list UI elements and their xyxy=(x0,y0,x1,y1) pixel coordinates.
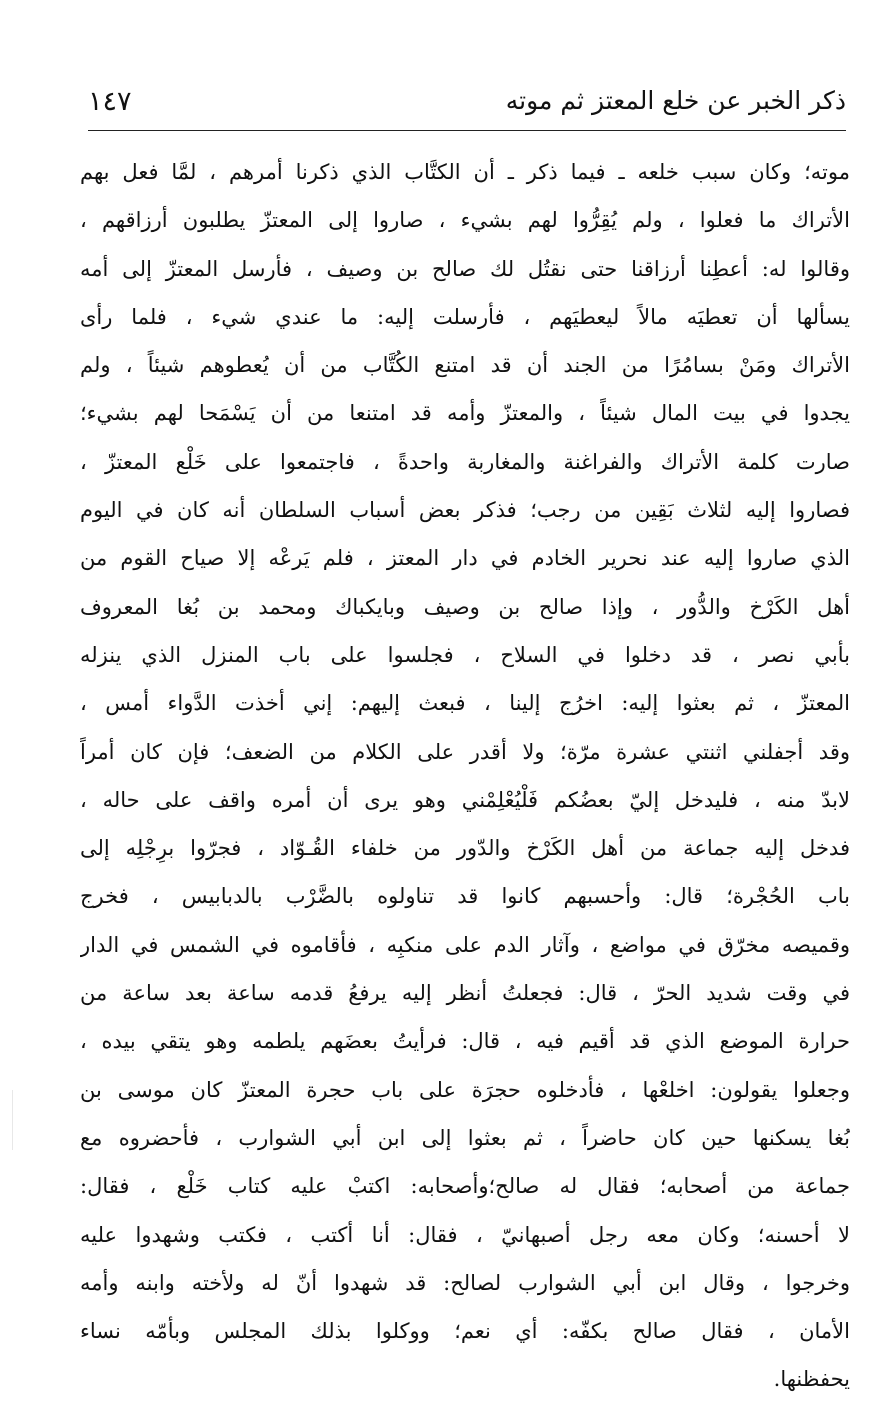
text-line: باب الحُجْرة؛ قال: وأحسبهم كانوا قد تناولوه بالضَّرْب بالدبابيس ، فخرج xyxy=(80,884,850,909)
page-number: ١٤٧ xyxy=(88,86,132,117)
text-line: موته؛ وكان سبب خلعه ـ فيما ذكر ـ أن الكتَّاب الذي ذكرنا أمرهم ، لمَّا فعل بهم xyxy=(80,160,850,184)
text-line: وقد أجفلني اثنتي عشرة مرّة؛ ولا أقدر على الكلام من الضعف؛ فإن كان أمراً xyxy=(80,739,850,764)
text-line: يجدوا في بيت المال شيئاً ، والمعتزّ وأمه قد امتنعا من أن يَسْمَحا لهم بشيء؛ xyxy=(80,401,850,426)
text-line: الأمان ، فقال صالح بكفّه: أي نعم؛ ووكلوا بذلك المجلس وبأمّه نساء xyxy=(80,1319,850,1344)
text-line: صارت كلمة الأتراك والفراغنة والمغاربة واحدةً ، فاجتمعوا على خَلْع المعتزّ ، xyxy=(80,449,850,474)
text-line: فصاروا إليه لثلاث بَقِين من رجب؛ فذكر بعض أسباب السلطان أنه كان في اليوم xyxy=(80,498,850,523)
text-line: وجعلوا يقولون: اخلعْها ، فأدخلوه حجرَة على باب حجرة المعتزّ كان موسى بن xyxy=(80,1077,850,1102)
text-line: وقميصه مخرّق في مواضع ، وآثار الدم على منكبِه ، فأقاموه في الشمس في الدار xyxy=(80,932,850,957)
text-line: أهل الكَرْخ والدُّور ، وإذا صالح بن وصيف وبايكباك ومحمد بن بُغا المعروف xyxy=(80,594,850,619)
text-line: يسألها أن تعطيَه مالاً ليعطيَهم ، فأرسلت إليه: ما عندي شيء ، فلما رأى xyxy=(80,304,850,329)
header-rule xyxy=(88,130,846,131)
text-line: الذي صاروا إليه عند نحرير الخادم في دار المعتز ، فلم يَرعْه إلا صياح القوم من xyxy=(80,546,850,571)
body-text xyxy=(80,148,850,1404)
text-line: بُغا يسكنها حين كان حاضراً ، ثم بعثوا إلى ابن أبي الشوارب ، فأحضروه مع xyxy=(80,1125,850,1150)
text-line: لابدّ منه ، فليدخل إليّ بعضُكم فَلْيُعْلِمْني وهو يرى أن أمره واقف على حاله ، xyxy=(80,787,850,812)
text-line-last: يحفظنها. xyxy=(773,1367,850,1392)
running-title: ذكر الخبر عن خلع المعتز ثم موته xyxy=(505,86,846,115)
text-line: في وقت شديد الحرّ ، قال: فجعلتُ أنظر إليه يرفعُ قدمه ساعة بعد ساعة من xyxy=(80,981,850,1006)
text-line: فدخل إليه جماعة من أهل الكَرْخ والدّور من خلفاء القُـوّاد ، فجرّوا برِجْلِه إلى xyxy=(80,836,850,861)
text-line: بأبي نصر ، قد دخلوا في السلاح ، فجلسوا على باب المنزل الذي ينزله xyxy=(80,642,850,667)
text-line: الأتراك ما فعلوا ، ولم يُقِرُّوا لهم بشيء ، صاروا إلى المعتزّ يطلبون أرزاقهم ، xyxy=(80,208,850,233)
text-line: جماعة من أصحابه؛ فقال له صالح؛وأصحابه: اكتبْ عليه كتاب خَلْع ، فقال: xyxy=(80,1174,850,1199)
text-line: وخرجوا ، وقال ابن أبي الشوارب لصالح: قد شهدوا أنّ له ولأخته وابنه وأمه xyxy=(80,1270,850,1295)
text-line: حرارة الموضع الذي قد أقيم فيه ، قال: فرأيتُ بعضَهم يلطمه وهو يتقي بيده ، xyxy=(80,1029,850,1054)
text-line: الأتراك ومَنْ بسامُرًا من الجند أن قد امتنع الكُتَّاب من أن يُعطوهم شيئاً ، ولم xyxy=(80,353,850,378)
text-line: وقالوا له: أعطِنا أرزاقنا حتى نقتُل لك صالح بن وصيف ، فأرسل المعتزّ إلى أمه xyxy=(80,256,850,281)
text-line: لا أحسنه؛ وكان معه رجل أصبهانيّ ، فقال: أنا أكتب ، فكتب وشهدوا عليه xyxy=(80,1222,850,1247)
page-header xyxy=(88,82,846,130)
text-line: المعتزّ ، ثم بعثوا إليه: اخرُج إلينا ، فبعث إليهم: إني أخذت الدَّواء أمس ، xyxy=(80,691,850,716)
scan-margin-mark xyxy=(12,1090,13,1150)
